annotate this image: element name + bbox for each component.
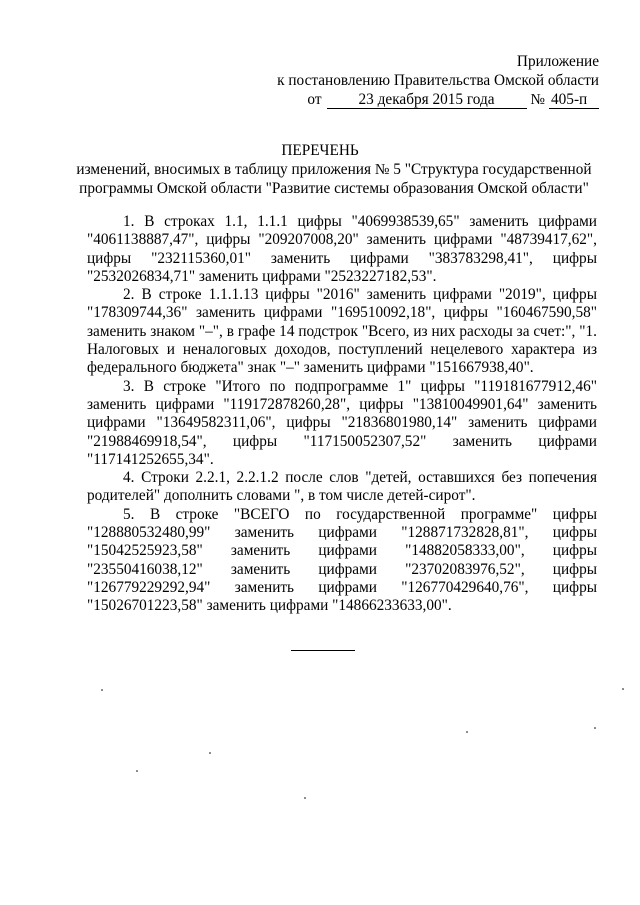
change-item-1: 1. В строках 1.1, 1.1.1 цифры "4069938539,65" заменить цифрами "4061138887,47", цифры "209207008,20" заменить цифрами "48739417,62", цифры "232115360,01" заменить цифрами "383783298,41", цифры "2532026834,71" заменить цифрами "2523227182,53".: [87, 213, 597, 285]
date-number-line: [307, 90, 599, 109]
resolution-number: 405-п: [549, 91, 599, 109]
scan-speck: [209, 752, 211, 754]
date-prefix: от: [307, 91, 322, 108]
document-title: ПЕРЕЧЕНЬ: [281, 142, 359, 159]
change-item-3: 3. В строке "Итого по подпрограмме 1" цифры "119181677912,46" заменить цифрами "119172878260,28", цифры "13810049901,64" заменить цифрами "13649582311,06", цифры "21836801980,14" заменить цифрами "21988469918,54", цифры "117150052307,52" заменить цифрами "117141252655,34".: [87, 377, 597, 468]
appendix-block: [277, 52, 599, 109]
number-prefix: №: [530, 91, 545, 108]
changes-list: [87, 213, 597, 616]
change-item-5: 5. В строке "ВСЕГО по государственной программе" цифры "128880532480,99" заменить цифрами "128871732828,81", цифры "15042525923,58" заменить цифрами "14882058333,00", цифры "23550416038,12" заменить цифрами "23702083976,52", цифры "126779229292,94" заменить цифрами "126770429640,76", цифры "15026701223,58" заменить цифрами "14866233633,00".: [87, 505, 597, 615]
scan-speck: [101, 689, 103, 691]
scan-speck: [304, 797, 306, 799]
document-subtitle: изменений, вносимых в таблицу приложения № 5 "Структура государственной программы Омской области "Развитие системы образования Омской области": [76, 161, 592, 197]
resolution-date: 23 декабря 2015 года: [327, 91, 527, 109]
appendix-label: Приложение: [516, 53, 599, 70]
resolution-line: к постановлению Правительства Омской области: [277, 72, 599, 89]
scan-speck: [622, 688, 624, 690]
closing-divider: [291, 650, 355, 651]
scan-speck: [594, 727, 596, 729]
change-item-4: 4. Строки 2.2.1, 2.2.1.2 после слов "детей, оставшихся без попечения родителей" дополнить словами ", в том числе детей-сирот".: [87, 469, 597, 505]
scan-speck: [466, 731, 468, 733]
scan-speck: [136, 770, 138, 772]
change-item-2: 2. В строке 1.1.1.13 цифры "2016" заменить цифрами "2019", цифры "178309744,36" заменить цифрами "169510092,18", цифры "160467590,58" заменить знаком "–", в графе 14 подстрок "Всего, из них расходы за счет:", "1. Налоговых и неналоговых доходов, поступлений нецелевого характера из федерального бюджета" знак "–" заменить цифрами "151667938,40".: [87, 286, 597, 377]
